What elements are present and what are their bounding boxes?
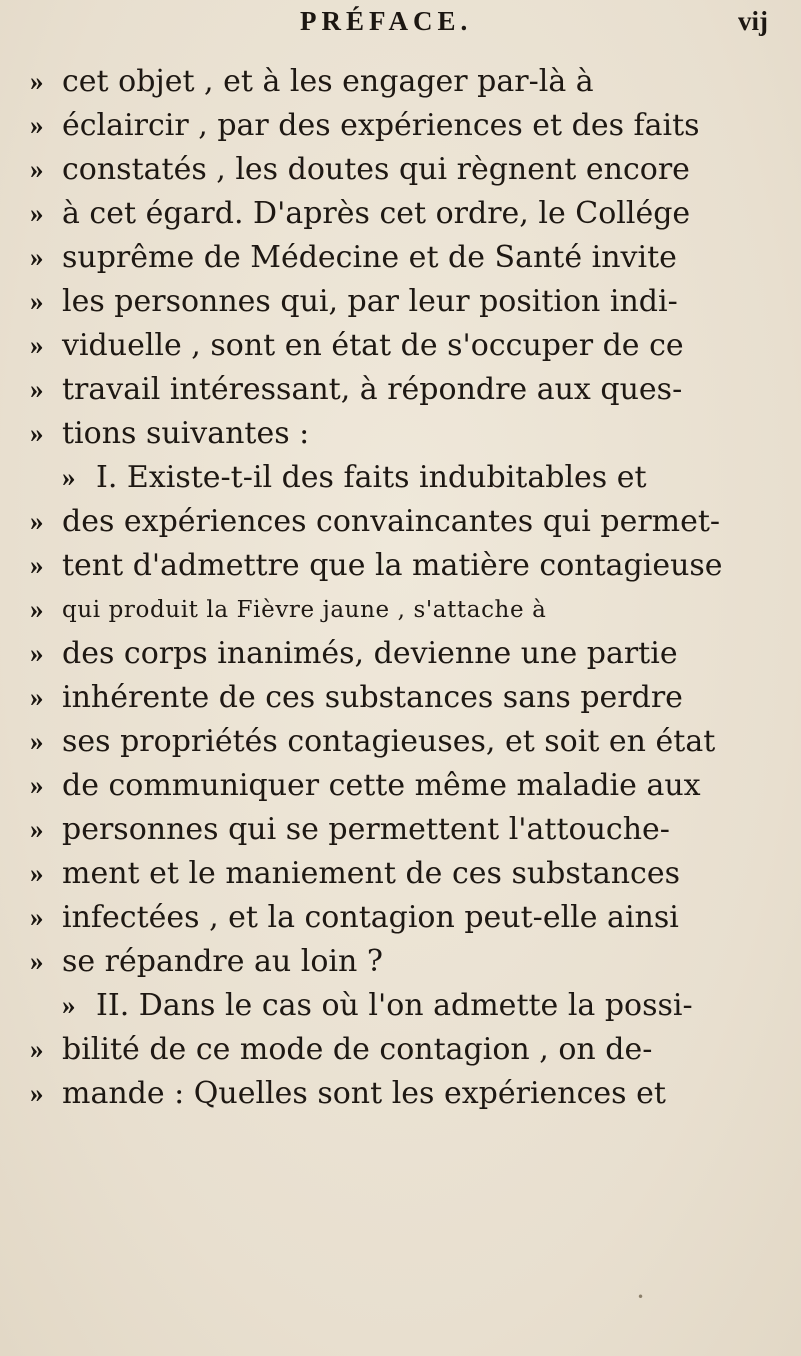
line-text: des corps inanimés, devienne une partie <box>62 636 678 671</box>
text-line <box>0 1028 801 1072</box>
line-text: tent d'admettre que la matière contagieuse <box>62 548 723 583</box>
quote-mark: » <box>30 198 41 228</box>
line-text: des expériences convaincantes qui permet- <box>62 504 721 539</box>
line-text: inhérente de ces substances sans perdre <box>62 680 683 715</box>
line-text: ment et le maniement de ces substances <box>62 856 680 891</box>
ink-blemish: • <box>637 1290 645 1304</box>
quote-mark: » <box>62 462 73 492</box>
text-line <box>0 236 801 280</box>
line-text: I. Existe-t-il des faits indubitables et <box>96 460 647 495</box>
text-line <box>0 104 801 148</box>
line-text: tions suivantes : <box>62 416 310 451</box>
quote-mark: » <box>30 374 41 404</box>
text-line <box>0 852 801 896</box>
text-line <box>0 588 801 632</box>
quote-mark: » <box>30 550 41 580</box>
page-header <box>0 6 801 42</box>
quote-mark: » <box>30 110 41 140</box>
line-text: se répandre au loin ? <box>62 944 383 979</box>
quote-mark: » <box>30 506 41 536</box>
text-line <box>0 940 801 984</box>
line-text: infectées , et la contagion peut-elle ainsi <box>62 900 679 935</box>
text-line <box>0 720 801 764</box>
line-text: de communiquer cette même maladie aux <box>62 768 701 803</box>
quote-mark: » <box>30 1034 41 1064</box>
text-line <box>0 896 801 940</box>
text-line <box>0 984 801 1028</box>
text-line <box>0 1072 801 1116</box>
line-text: les personnes qui, par leur position indi- <box>62 284 678 319</box>
line-text: mande : Quelles sont les expériences et <box>62 1076 666 1111</box>
quote-mark: » <box>30 682 41 712</box>
text-line <box>0 500 801 544</box>
quote-mark: » <box>30 66 41 96</box>
quote-mark: » <box>30 418 41 448</box>
text-line <box>0 192 801 236</box>
quote-mark: » <box>30 242 41 272</box>
line-text: ses propriétés contagieuses, et soit en état <box>62 724 716 759</box>
text-line <box>0 544 801 588</box>
text-line <box>0 764 801 808</box>
line-text: suprême de Médecine et de Santé invite <box>62 240 677 275</box>
text-line <box>0 676 801 720</box>
text-line <box>0 280 801 324</box>
quote-mark: » <box>30 814 41 844</box>
line-text: viduelle , sont en état de s'occuper de ce <box>62 328 684 363</box>
text-line <box>0 808 801 852</box>
line-text: II. Dans le cas où l'on admette la possi- <box>96 988 693 1023</box>
quote-mark: » <box>62 990 73 1020</box>
line-text: constatés , les doutes qui règnent encore <box>62 152 690 187</box>
text-line <box>0 324 801 368</box>
text-line <box>0 60 801 104</box>
quote-mark: » <box>30 1078 41 1108</box>
line-text: personnes qui se permettent l'attouche- <box>62 812 670 847</box>
line-text: bilité de ce mode de contagion , on de- <box>62 1032 653 1067</box>
line-text: travail intéressant, à répondre aux ques- <box>62 372 683 407</box>
text-line <box>0 412 801 456</box>
line-text: cet objet , et à les engager par-là à <box>62 64 594 99</box>
text-line <box>0 456 801 500</box>
quote-mark: » <box>30 770 41 800</box>
quote-mark: » <box>30 154 41 184</box>
line-text: éclaircir , par des expériences et des faits <box>62 108 700 143</box>
page-number: vij <box>738 6 768 36</box>
quote-mark: » <box>30 726 41 756</box>
running-title: PRÉFACE. <box>300 6 473 36</box>
quote-mark: » <box>30 286 41 316</box>
quote-mark: » <box>30 946 41 976</box>
line-text: à cet égard. D'après cet ordre, le Collége <box>62 196 691 231</box>
quote-mark: » <box>30 638 41 668</box>
quote-mark: » <box>30 330 41 360</box>
text-line <box>0 632 801 676</box>
quote-mark: » <box>30 594 41 624</box>
quote-mark: » <box>30 902 41 932</box>
text-line <box>0 148 801 192</box>
line-text: qui produit la Fièvre jaune , s'attache à <box>62 597 547 623</box>
quote-mark: » <box>30 858 41 888</box>
text-line <box>0 368 801 412</box>
